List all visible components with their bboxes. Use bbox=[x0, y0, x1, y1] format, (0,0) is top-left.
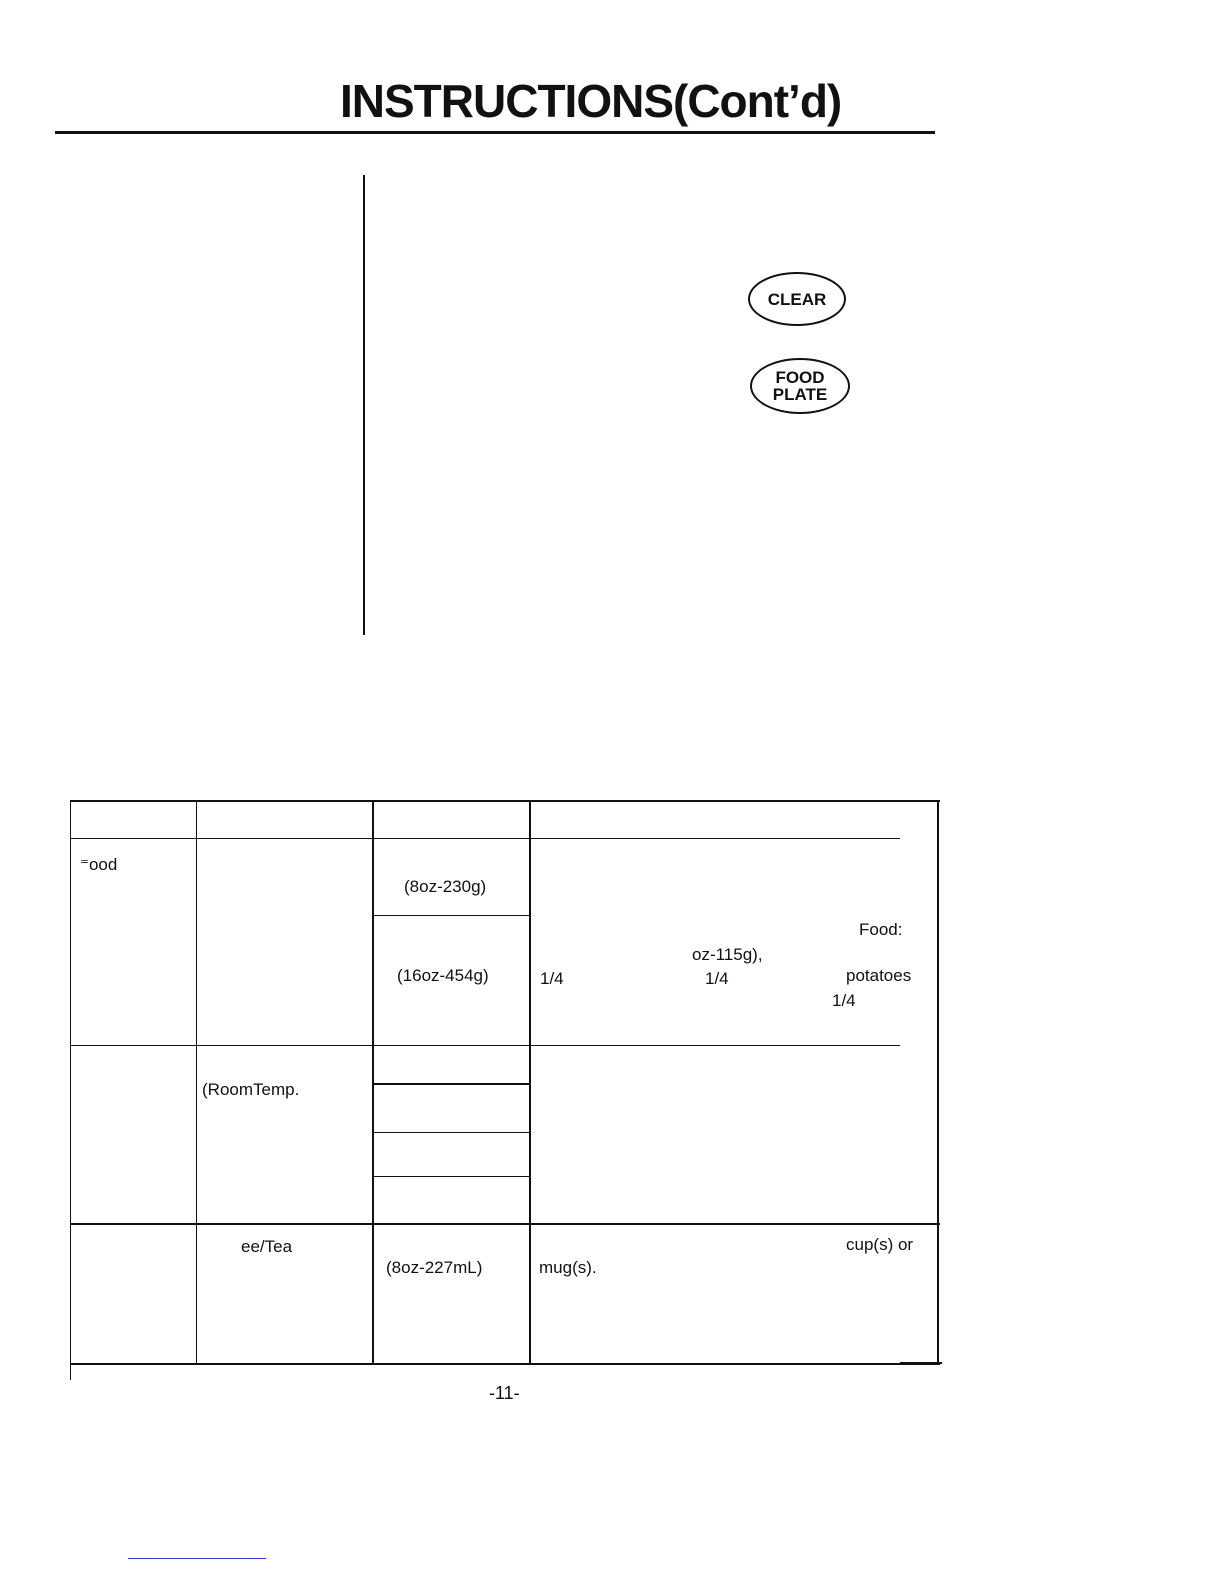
row1-note-weight: oz-115g), bbox=[692, 945, 763, 964]
row3-item: ee/Tea bbox=[241, 1237, 293, 1256]
row1-note-food: Food: bbox=[859, 920, 903, 939]
title-rule bbox=[55, 131, 935, 134]
food-plate-key-label-line2: PLATE bbox=[772, 385, 828, 404]
page-title: INSTRUCTIONS(Cont’d) bbox=[340, 75, 842, 127]
row3-note-mug: mug(s). bbox=[539, 1258, 597, 1277]
section-divider bbox=[363, 175, 365, 635]
page-number: -11- bbox=[489, 1383, 520, 1403]
row2-item: (RoomTemp. bbox=[202, 1080, 300, 1099]
link-underline bbox=[128, 1558, 266, 1559]
row1-size-8oz: (8oz-230g) bbox=[404, 877, 487, 896]
food-plate-key-label-line1: FOOD bbox=[775, 368, 825, 387]
row3-note-cup: cup(s) or bbox=[846, 1235, 914, 1254]
row1-note-fraction-2: 1/4 bbox=[705, 969, 729, 988]
row1-category: ⁼ood bbox=[80, 855, 118, 874]
row1-note-potatoes: potatoes bbox=[846, 966, 912, 985]
row3-size: (8oz-227mL) bbox=[386, 1258, 483, 1277]
clear-key-label: CLEAR bbox=[767, 289, 827, 309]
food-plate-key-icon bbox=[750, 358, 850, 414]
row1-note-fraction-3: 1/4 bbox=[832, 991, 856, 1010]
row1-note-fraction-1: 1/4 bbox=[540, 969, 564, 988]
row1-size-16oz: (16oz-454g) bbox=[397, 966, 489, 985]
clear-key-icon bbox=[748, 272, 846, 326]
